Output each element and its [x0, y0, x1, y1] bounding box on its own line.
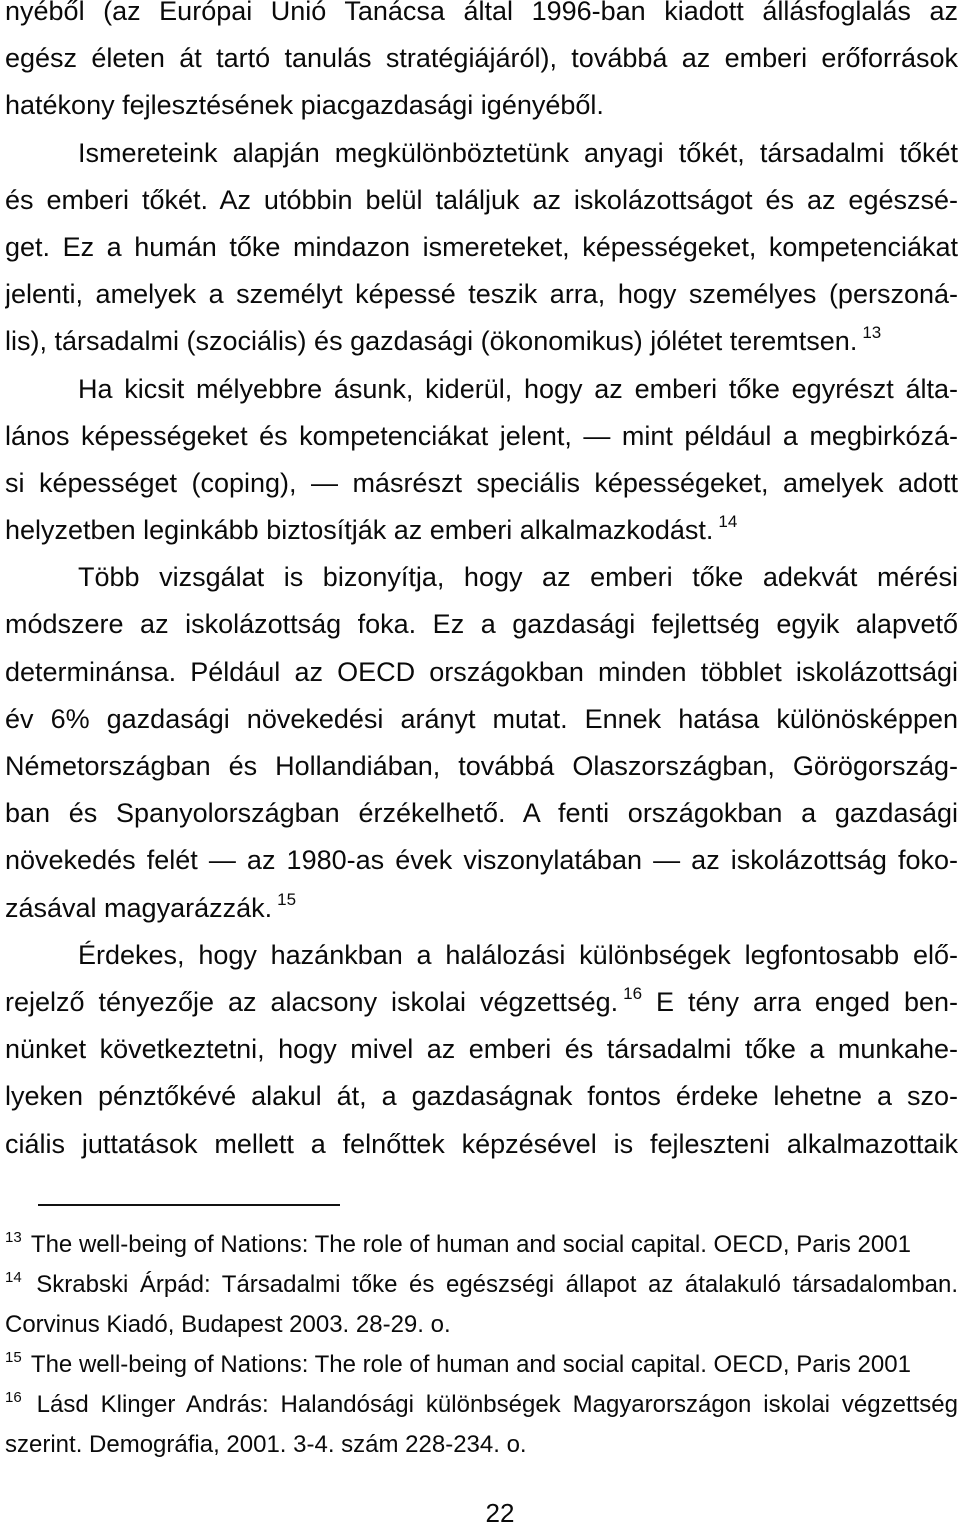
body-line	[5, 318, 958, 365]
body-line	[5, 224, 958, 271]
footnote-ref: 15	[277, 889, 297, 909]
body-line-text: Ismereteink alapján megkülönböztetünk anyagi tőkét, társadalmi tőkét	[78, 137, 958, 168]
body-line-text: lyeken pénztőkévé alakul át, a gazdaságnak fontos érdeke lehetne a szo-	[5, 1081, 958, 1112]
body-line-text: növekedés felét — az 1980-as évek viszonylatában — az iskolázottság foko-	[5, 845, 958, 876]
body-line-text: Több vizsgálat is bizonyítja, hogy az emberi tőke adekvát mérési	[78, 562, 958, 593]
body-line-text: ban és Spanyolországban érzékelhető. A fenti országokban a gazdasági	[5, 798, 958, 829]
body-line-text: ciális juttatások mellett a felnőttek képzésével is fejleszteni alkalmazottaik	[5, 1128, 958, 1159]
body-line-text: helyzetben leginkább biztosítják az emberi alkalmazkodást.	[5, 515, 714, 546]
paragraph	[5, 130, 958, 366]
body-line-text: Németországban és Hollandiában, továbbá Olaszországban, Görögország-	[5, 751, 958, 781]
paragraph	[5, 0, 958, 130]
footnote-text: Skrabski Árpád: Társadalmi tőke és egészségi állapot az átalakuló társadalomban.	[36, 1271, 958, 1298]
page-number: 22	[485, 1498, 515, 1527]
footnote-text: Corvinus Kiadó, Budapest 2003. 28-29. o.	[5, 1311, 451, 1338]
body-line-text: Érdekes, hogy hazánkban a halálozási különbségek legfontosabb elő-	[78, 939, 958, 970]
footnote-text: szerint. Demográfia, 2001. 3-4. szám 228-234. o.	[5, 1431, 527, 1458]
body-line	[5, 82, 958, 129]
body-line-text: get. Ez a humán tőke mindazon ismereteket, képességeket, kompetenciákat	[5, 231, 958, 262]
footnote-line	[5, 1225, 958, 1265]
body-line-text: si képességet (coping), — másrészt speciális képességeket, amelyek adott	[5, 467, 958, 498]
body-line	[5, 932, 958, 979]
footnote-text: Lásd Klinger András: Halandósági különbségek Magyarországon iskolai végzettség	[36, 1391, 958, 1418]
footnote-ref: 13	[862, 323, 882, 343]
footnote-line	[5, 1425, 958, 1465]
body-line	[5, 0, 958, 35]
footnote-line	[5, 1265, 958, 1305]
footnote-separator	[38, 1204, 340, 1206]
footnote-number: 14	[5, 1269, 22, 1286]
body-line	[5, 271, 958, 318]
body-line	[5, 460, 958, 507]
body-line	[5, 1121, 958, 1168]
body-line-text: nyéből (az Európai Unió Tanácsa által 1996-ban kiadott állásfoglalás az	[5, 0, 958, 26]
body-line	[5, 554, 958, 601]
footnote-line	[5, 1305, 958, 1345]
body-line-text: nünket következtetni, hogy mivel az emberi és társadalmi tőke a munkahe-	[5, 1034, 958, 1065]
body-line-text: módszere az iskolázottság foka. Ez a gazdasági fejlettség egyik alapvető	[5, 609, 958, 640]
body-line	[5, 790, 958, 837]
footnote-text: The well-being of Nations: The role of human and social capital. OECD, Paris 2001	[30, 1351, 911, 1378]
body-line	[5, 979, 958, 1026]
footnote	[5, 1265, 958, 1345]
body-line	[5, 743, 958, 790]
body-line	[5, 601, 958, 648]
body-line	[5, 837, 958, 884]
body-line	[5, 35, 958, 82]
body-line	[5, 177, 958, 224]
body-line	[5, 1073, 958, 1120]
footnote-ref: 14	[718, 512, 738, 532]
body-line-text: E tény arra enged ben-	[642, 986, 958, 1017]
body-text	[5, 0, 958, 1168]
body-line-text: egész életen át tartó tanulás stratégiájáról), továbbá az emberi erőforrások	[5, 43, 958, 74]
body-line-text: lános képességeket és kompetenciákat jelent, — mint például a megbirkózá-	[5, 420, 958, 451]
body-line-text: Ha kicsit mélyebbre ásunk, kiderül, hogy az emberi tőke egyrészt álta-	[78, 373, 958, 404]
body-line-text: és emberi tőkét. Az utóbbin belül találjuk az iskolázottságot és az egészsé-	[5, 184, 958, 215]
body-line	[5, 366, 958, 413]
footnote	[5, 1225, 958, 1265]
paragraph	[5, 554, 958, 932]
body-line-text: hatékony fejlesztésének piacgazdasági igényéből.	[5, 90, 604, 121]
footnotes	[5, 1225, 958, 1465]
body-line	[5, 413, 958, 460]
body-line	[5, 1026, 958, 1073]
body-line	[5, 130, 958, 177]
footnote-number: 15	[5, 1349, 22, 1366]
footnote-line	[5, 1345, 958, 1385]
footnote-ref: 16	[623, 983, 643, 1003]
body-line	[5, 885, 958, 932]
paragraph	[5, 366, 958, 555]
body-line-text: determinánsa. Például az OECD országokban minden többlet iskolázottsági	[5, 656, 958, 687]
footnote	[5, 1385, 958, 1465]
body-line	[5, 649, 958, 696]
body-line	[5, 507, 958, 554]
footnote	[5, 1345, 958, 1385]
body-line	[5, 696, 958, 743]
body-line-text: év 6% gazdasági növekedési arányt mutat. Ennek hatása különösképpen	[5, 703, 958, 734]
paragraph	[5, 932, 958, 1168]
body-line-text: rejelző tényezője az alacsony iskolai végzettség.	[5, 986, 619, 1017]
body-line-text: jelenti, amelyek a személyt képessé teszik arra, hogy személyes (perszoná-	[5, 279, 958, 310]
body-line-text: lis), társadalmi (szociális) és gazdasági (ökonomikus) jólétet teremtsen.	[5, 326, 858, 357]
footnote-number: 13	[5, 1229, 22, 1246]
footnote-number: 16	[5, 1389, 22, 1406]
body-line-text: zásával magyarázzák.	[5, 892, 273, 923]
footnote-line	[5, 1385, 958, 1425]
footnote-text: The well-being of Nations: The role of human and social capital. OECD, Paris 2001	[30, 1231, 911, 1258]
